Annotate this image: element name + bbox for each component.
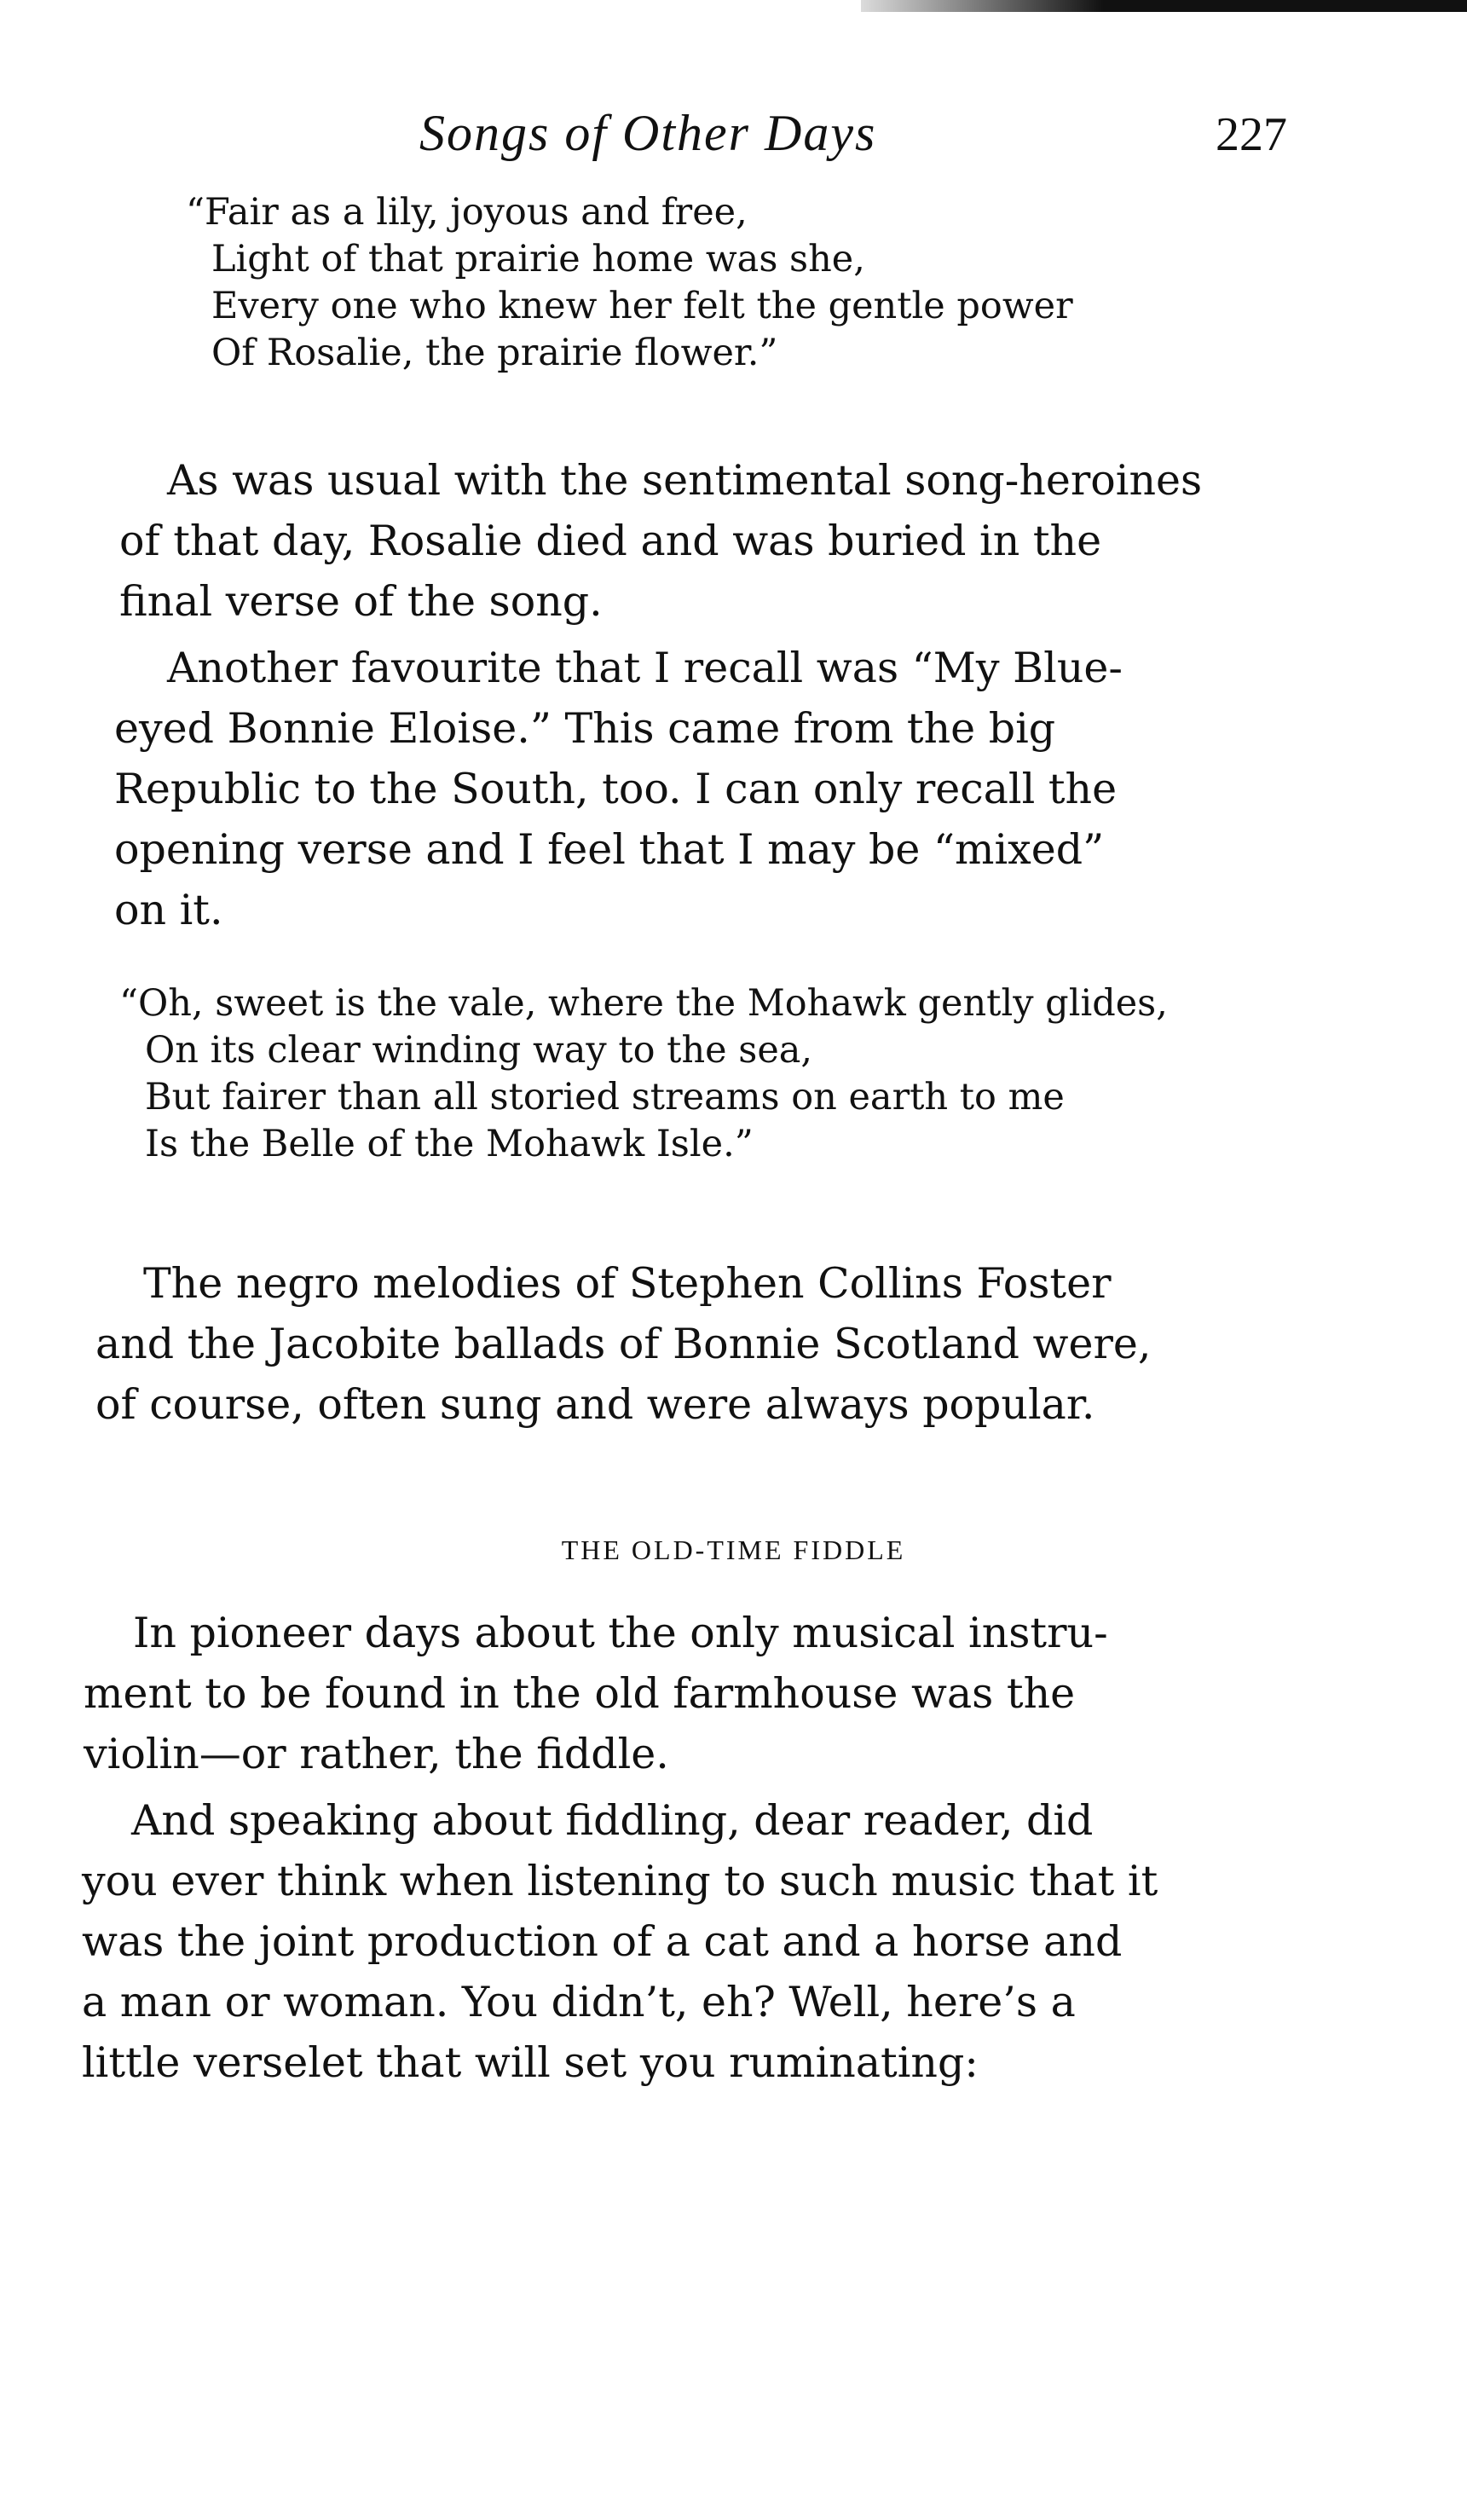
paragraph-line: opening verse and I feel that I may be “mixed” bbox=[114, 825, 1105, 874]
paragraph bbox=[82, 1790, 1158, 2093]
paragraph-line: Republic to the South, too. I can only recall the bbox=[114, 765, 1118, 813]
paragraph bbox=[95, 1253, 1151, 1435]
verse-mohawk bbox=[119, 980, 1168, 1168]
verse-line: On its clear winding way to the sea, bbox=[145, 1029, 813, 1072]
paragraph-line: of that day, Rosalie died and was buried in the bbox=[119, 517, 1102, 565]
running-header bbox=[0, 95, 1467, 181]
page-number: 227 bbox=[1216, 108, 1287, 161]
paragraph-line: on it. bbox=[114, 886, 223, 934]
paragraph-line: and the Jacobite ballads of Bonnie Scotland were, bbox=[95, 1320, 1152, 1368]
verse-rosalie bbox=[186, 189, 1073, 377]
verse-line: Is the Belle of the Mohawk Isle.” bbox=[145, 1123, 754, 1165]
section-heading: THE OLD-TIME FIDDLE bbox=[561, 1535, 906, 1565]
top-edge-rule bbox=[861, 0, 1467, 12]
paragraph-line: In pioneer days about the only musical instru- bbox=[133, 1609, 1108, 1657]
verse-line: “Oh, sweet is the vale, where the Mohawk gently glides, bbox=[119, 982, 1168, 1025]
paragraph-line: As was usual with the sentimental song-heroines bbox=[167, 456, 1203, 505]
paragraph-line: And speaking about fiddling, dear reader, did bbox=[131, 1796, 1094, 1845]
verse-line: “Fair as a lily, joyous and free, bbox=[186, 191, 748, 234]
verse-line: Of Rosalie, the prairie flower.” bbox=[211, 332, 778, 374]
paragraph-line: ment to be found in the old farmhouse was the bbox=[84, 1669, 1076, 1718]
verse-line: Every one who knew her felt the gentle power bbox=[211, 285, 1073, 327]
paragraph-line: you ever think when listening to such music that it bbox=[82, 1857, 1158, 1905]
paragraph-line: a man or woman. You didn’t, eh? Well, here’s a bbox=[82, 1978, 1076, 2026]
paragraph-line: Another favourite that I recall was “My Blue- bbox=[167, 644, 1123, 692]
paragraph-line: violin—or rather, the fiddle. bbox=[84, 1730, 669, 1778]
paragraph bbox=[119, 450, 1202, 632]
paragraph-line: little verselet that will set you ruminating: bbox=[82, 2038, 979, 2087]
verse-line: But fairer than all storied streams on earth to me bbox=[145, 1076, 1065, 1118]
paragraph-line: eyed Bonnie Eloise.” This came from the big bbox=[114, 704, 1056, 753]
paragraph-line: The negro melodies of Stephen Collins Foster bbox=[143, 1259, 1112, 1308]
paragraph-line: final verse of the song. bbox=[119, 577, 603, 626]
paragraph-line: of course, often sung and were always popular. bbox=[95, 1380, 1095, 1429]
running-title: Songs of Other Days bbox=[419, 105, 877, 161]
paragraph bbox=[114, 638, 1123, 940]
paragraph-line: was the joint production of a cat and a horse and bbox=[82, 1917, 1123, 1966]
verse-line: Light of that prairie home was she, bbox=[211, 238, 865, 280]
paragraph bbox=[84, 1603, 1108, 1784]
